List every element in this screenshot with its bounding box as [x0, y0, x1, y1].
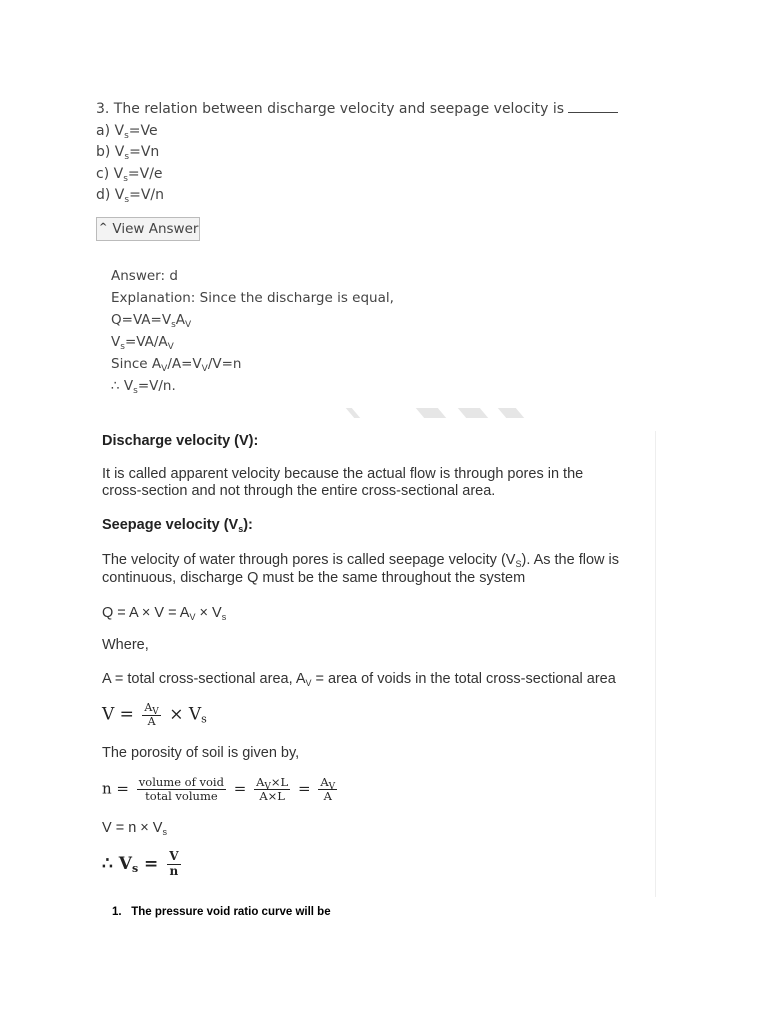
paragraph: The velocity of water through pores is called seepage velocity $(V_S)$. As the flow is: [102, 552, 619, 569]
watermark-shape: [346, 408, 360, 418]
answer-line: Answer: d: [111, 268, 178, 284]
where-label: Where,: [102, 637, 149, 653]
watermark-shape: [416, 408, 446, 418]
option-c: c) $V_s=V/e$: [96, 165, 163, 184]
formula-line: $Q=VA=V_sA_V$: [111, 312, 192, 330]
conclusion-line: ∴ $V_s=V/n$.: [111, 378, 176, 396]
option-b: b) $V_s=Vn$: [96, 144, 160, 162]
equation-v: $V = n \times V_s$: [102, 820, 167, 837]
fraction: $\frac{\text{volume of void}}{\text{total volume}}$: [138, 775, 224, 804]
paragraph: cross-section and not through the entire cross-sectional area.: [102, 483, 496, 499]
heading-seepage-velocity: Seepage velocity $(V_s)$:: [102, 517, 253, 534]
math-seepage-result: ∴ $V_s$ = $\frac{V}{n}$: [102, 849, 179, 878]
paragraph: continuous, discharge Q must be the same throughout the system: [102, 570, 526, 586]
question-title: 3. The relation between discharge velocity and seepage velocity is: [96, 99, 618, 121]
equation-q: $Q = A \times V = A_V \times V_s$: [102, 605, 227, 622]
option-d: d) $V_s=V/n$: [96, 187, 164, 205]
caret-up-icon: ^: [99, 221, 108, 233]
formula-line: $V_s=VA/A_V$: [111, 334, 174, 352]
fraction: $\frac{A_V}{A}$: [320, 775, 336, 804]
view-answer-button[interactable]: [96, 217, 200, 241]
watermark-shape: [498, 408, 524, 418]
fraction: $\frac{A_V}{A}$: [144, 701, 159, 728]
option-a: a) $V_s=Ve$: [96, 122, 158, 141]
watermark-shape: [458, 408, 488, 418]
view-answer-label: View Answer: [112, 221, 199, 237]
heading-discharge-velocity: Discharge velocity (V):: [102, 433, 259, 449]
answer-blank: [568, 101, 618, 113]
formula-line: Since $A_V/A=V_V/V=n$: [111, 356, 242, 374]
explanation-card: [102, 431, 656, 897]
answer-block: [111, 265, 394, 397]
explanation-line: Explanation: Since the discharge is equal,: [111, 290, 394, 306]
fraction: $\frac{A_V\times L}{A\times L}$: [256, 775, 289, 804]
fraction: $\frac{V}{n}$: [169, 849, 179, 878]
math-velocity: V = $\frac{A_V}{A}$ × $V_s$: [102, 701, 207, 728]
paragraph: It is called apparent velocity because the actual flow is through pores in the: [102, 466, 584, 482]
math-porosity: n = $\frac{\text{volume of void}}{\text{total volume}}$ = $\frac{A_V\times L}{A\times L}$ = $\frac{A_V}{A}$: [102, 775, 336, 804]
definition-line: A = total cross-sectional area, $A_V$ = area of voids in the total cross-sectional area: [102, 671, 616, 688]
question-block: [96, 99, 618, 207]
next-question: 1. The pressure void ratio curve will be: [112, 906, 331, 918]
paragraph: The porosity of soil is given by,: [102, 745, 300, 761]
